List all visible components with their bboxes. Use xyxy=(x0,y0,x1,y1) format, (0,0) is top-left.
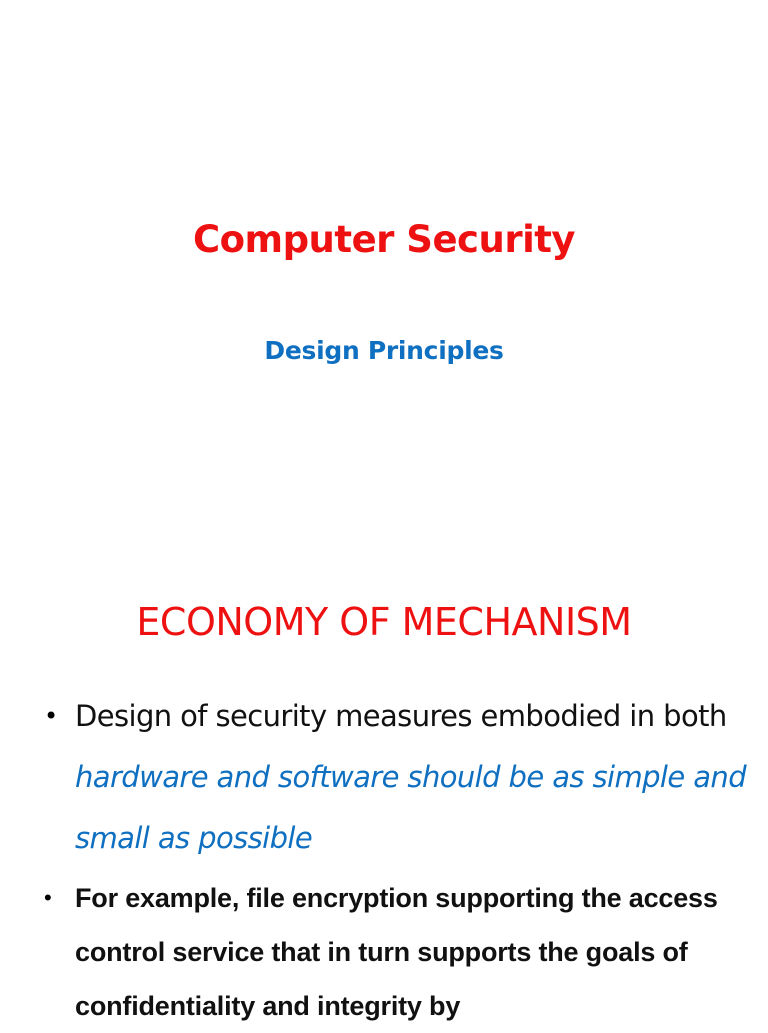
page-subtitle: Design Principles xyxy=(264,336,504,365)
bullet-item xyxy=(44,871,754,1033)
bullet-marker: • xyxy=(44,885,52,910)
bullet-text: For example, file encryption supporting the access control service that in turn supports the goals of confidentiality and integrity by xyxy=(75,883,718,1021)
bullet-marker: • xyxy=(44,702,58,730)
bullet-emphasis-text: hardware and software should be as simple and small as possible xyxy=(75,760,746,855)
section-heading: ECONOMY OF MECHANISM xyxy=(136,600,632,644)
content-slide xyxy=(0,540,768,1024)
bullet-text: Design of security measures embodied in both xyxy=(75,699,727,733)
bullet-list xyxy=(44,690,754,1033)
page-title: Computer Security xyxy=(192,218,576,261)
bullet-item xyxy=(44,686,754,869)
